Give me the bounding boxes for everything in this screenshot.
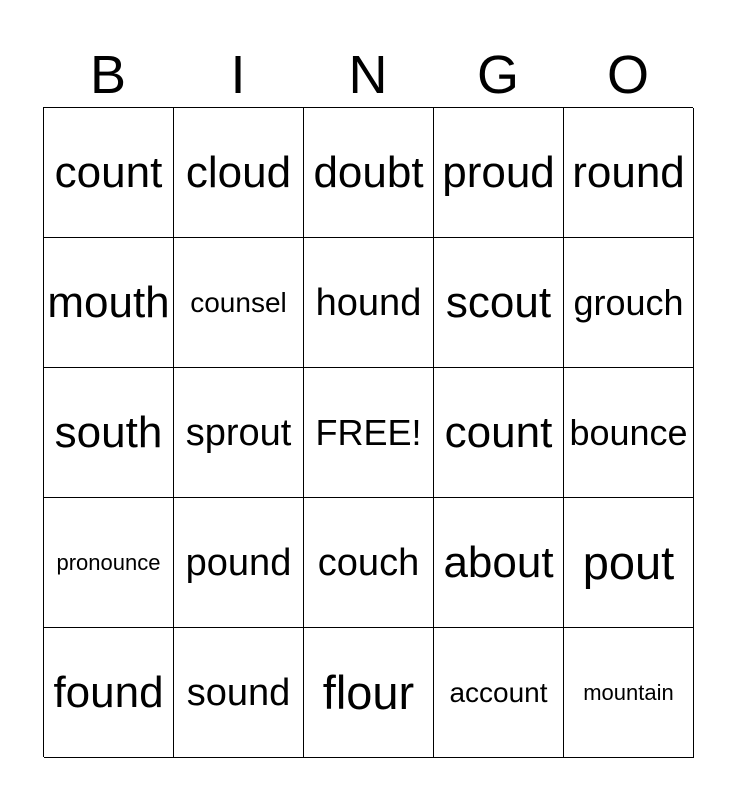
bingo-cell: scout (434, 238, 564, 368)
bingo-cell: sprout (174, 368, 304, 498)
bingo-cell: found (44, 628, 174, 758)
bingo-cell: round (564, 108, 694, 238)
bingo-cell: doubt (304, 108, 434, 238)
bingo-cell: pronounce (44, 498, 174, 628)
bingo-cell: cloud (174, 108, 304, 238)
bingo-cell: counsel (174, 238, 304, 368)
bingo-cell: about (434, 498, 564, 628)
header-letter-n: N (348, 45, 388, 105)
bingo-cell: grouch (564, 238, 694, 368)
header-letter-g: G (476, 45, 519, 105)
header-letter-o: O (606, 45, 649, 105)
bingo-header (43, 42, 693, 108)
bingo-cell: flour (304, 628, 434, 758)
bingo-cell: pout (564, 498, 694, 628)
bingo-cell: count (434, 368, 564, 498)
bingo-board (43, 107, 693, 757)
bingo-cell: mountain (564, 628, 694, 758)
bingo-cell-free: FREE! (304, 368, 434, 498)
header-letter-b: B (89, 45, 127, 105)
bingo-cell: couch (304, 498, 434, 628)
bingo-cell: south (44, 368, 174, 498)
bingo-cell: hound (304, 238, 434, 368)
bingo-cell: proud (434, 108, 564, 238)
bingo-cell: account (434, 628, 564, 758)
bingo-cell: bounce (564, 368, 694, 498)
header-letter-i: I (230, 45, 246, 105)
bingo-cell: count (44, 108, 174, 238)
bingo-cell: mouth (44, 238, 174, 368)
bingo-cell: pound (174, 498, 304, 628)
bingo-cell: sound (174, 628, 304, 758)
